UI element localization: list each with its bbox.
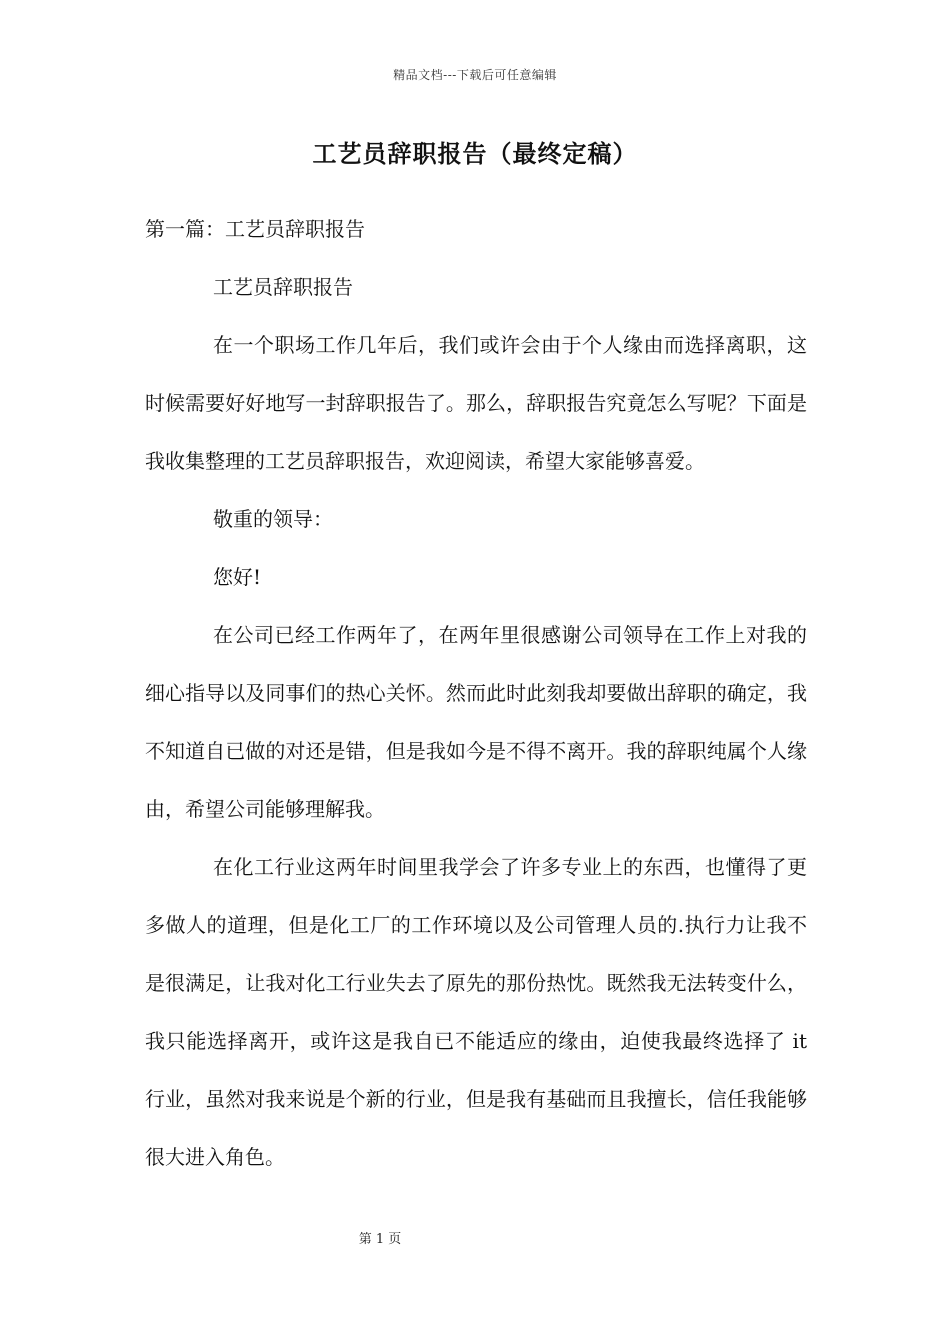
paragraph-intro: 在一个职场工作几年后，我们或许会由于个人缘由而选择离职，这时候需要好好地写一封辞职报告了。那么，辞职报告究竟怎么写呢？下面是我收集整理的工艺员辞职报告，欢迎阅读，希望大家能够喜爱。	[145, 333, 807, 473]
document-body	[145, 200, 807, 1186]
page-number: 第 1 页	[358, 1232, 402, 1247]
page-header: 精品文档---下载后可任意编辑	[393, 68, 557, 82]
paragraph-body-1: 在公司已经工作两年了，在两年里很感谢公司领导在工作上对我的细心指导以及同事们的热心关怀。然而此时此刻我却要做出辞职的确定，我不知道自已做的对还是错，但是我如今是不得不离开。我的辞职纯属个人缘由，希望公司能够理解我。	[145, 623, 807, 821]
section-heading: 第一篇：工艺员辞职报告	[145, 217, 365, 241]
paragraph-greeting: 您好!	[213, 565, 262, 589]
document-title: 工艺员辞职报告（最终定稿）	[312, 139, 638, 168]
paragraph-salutation: 敬重的领导：	[213, 507, 333, 531]
paragraph-body-2: 在化工行业这两年时间里我学会了许多专业上的东西，也懂得了更多做人的道理，但是化工厂的工作环境以及公司管理人员的.执行力让我不是很满足，让我对化工行业失去了原先的那份热忱。既然我无法转变什么，我只能选择离开，或许这是我自已不能适应的缘由，迫使我最终选择了 it 行业，虽然对我来说是个新的行业，但是我有基础而且我擅长，信任我能够很大进入角色。	[145, 855, 807, 1169]
paragraph-subtitle: 工艺员辞职报告	[213, 275, 353, 299]
